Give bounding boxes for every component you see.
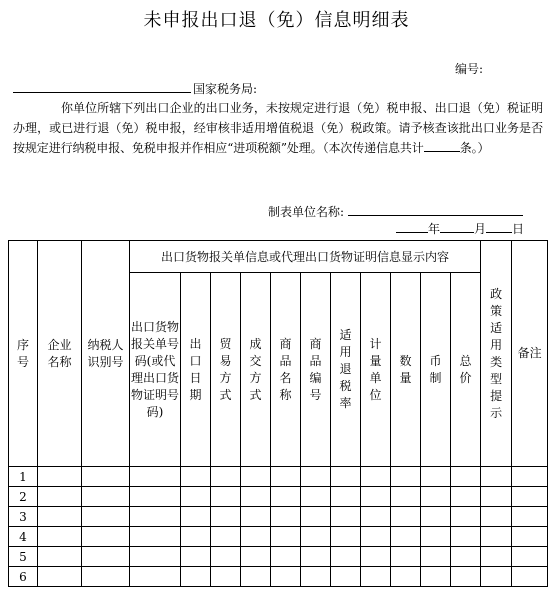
table-cell: [391, 527, 421, 547]
table-cell: [481, 487, 512, 507]
year-blank: [396, 221, 428, 233]
table-cell: [512, 547, 548, 567]
table-cell: [421, 487, 451, 507]
table-cell: [181, 487, 211, 507]
table-cell: [391, 567, 421, 587]
table-cell: [391, 547, 421, 567]
col-header-company: 企业名称: [38, 241, 82, 467]
table-cell: [130, 547, 181, 567]
table-cell: [451, 547, 481, 567]
table-cell: [481, 567, 512, 587]
count-blank: [424, 140, 460, 152]
table-cell: [361, 467, 391, 487]
table-row: [9, 567, 548, 587]
table-cell: [211, 527, 241, 547]
table-cell: [361, 487, 391, 507]
table-cell: [301, 527, 331, 547]
table-cell: [481, 507, 512, 527]
table-cell: [301, 487, 331, 507]
table-cell: [82, 567, 130, 587]
table-cell: [241, 547, 271, 567]
table-cell: [271, 507, 301, 527]
col-header-policy: 政策适用类型提示: [481, 241, 512, 467]
table-cell: [82, 467, 130, 487]
table-cell: [301, 547, 331, 567]
table-cell: [451, 567, 481, 587]
col-header-deal-mode: 成交方式: [241, 273, 271, 467]
table-cell: [181, 527, 211, 547]
table-cell: [82, 527, 130, 547]
table-cell: [481, 527, 512, 547]
col-header-unit: 计量单位: [361, 273, 391, 467]
col-header-seq: 序号: [9, 241, 38, 467]
row-number: 6: [9, 567, 38, 587]
table-cell: [271, 487, 301, 507]
table-cell: [82, 487, 130, 507]
table-cell: [181, 467, 211, 487]
table-cell: [211, 547, 241, 567]
table-cell: [241, 527, 271, 547]
day-blank: [486, 221, 512, 233]
table-cell: [130, 487, 181, 507]
table-cell: [391, 487, 421, 507]
table-cell: [451, 507, 481, 527]
table-cell: [391, 467, 421, 487]
col-header-trade-mode: 贸易方式: [211, 273, 241, 467]
table-cell: [421, 547, 451, 567]
col-header-declaration-no: 出口货物报关单号码(或代理出口货物证明号码): [130, 273, 181, 467]
table-cell: [451, 467, 481, 487]
table-cell: [512, 567, 548, 587]
table-cell: [130, 507, 181, 527]
table-cell: [38, 547, 82, 567]
table-cell: [361, 547, 391, 567]
table-cell: [82, 507, 130, 527]
col-header-quantity: 数量: [391, 273, 421, 467]
table-cell: [481, 467, 512, 487]
table-cell: [181, 547, 211, 567]
table-cell: [331, 507, 361, 527]
table-cell: [512, 527, 548, 547]
table-cell: [421, 507, 451, 527]
col-header-rebate-rate: 适用退税率: [331, 273, 361, 467]
col-header-export-date: 出口日期: [181, 273, 211, 467]
row-number: 1: [9, 467, 38, 487]
table-cell: [130, 567, 181, 587]
table-row: [9, 487, 548, 507]
table-cell: [451, 487, 481, 507]
table-cell: [481, 547, 512, 567]
table-cell: [331, 467, 361, 487]
table-cell: [82, 547, 130, 567]
table-cell: [301, 507, 331, 527]
addressee-blank: [13, 81, 191, 93]
table-cell: [361, 567, 391, 587]
table-cell: [361, 507, 391, 527]
table-cell: [211, 507, 241, 527]
day-label: 日: [512, 222, 525, 236]
table-cell: [211, 487, 241, 507]
col-header-remark: 备注: [512, 241, 548, 467]
table-row: [9, 507, 548, 527]
month-label: 月: [474, 222, 487, 236]
col-header-currency: 币制: [421, 273, 451, 467]
table-cell: [38, 487, 82, 507]
table-cell: [391, 507, 421, 527]
maker-line: [268, 203, 523, 220]
table-cell: [271, 547, 301, 567]
table-cell: [421, 567, 451, 587]
table-cell: [130, 467, 181, 487]
notice-tail-text: 条。）: [459, 141, 490, 155]
table-cell: [38, 467, 82, 487]
addressee-line: [13, 80, 257, 97]
table-cell: [271, 467, 301, 487]
page-title: 未申报出口退（免）信息明细表: [143, 10, 410, 31]
col-header-goods-name: 商品名称: [271, 273, 301, 467]
maker-label: 制表单位名称:: [268, 205, 345, 219]
table-cell: [512, 467, 548, 487]
table-cell: [301, 567, 331, 587]
table-cell: [421, 527, 451, 547]
table-cell: [271, 567, 301, 587]
table-cell: [512, 507, 548, 527]
table-cell: [331, 527, 361, 547]
row-number: 5: [9, 547, 38, 567]
table-cell: [451, 527, 481, 547]
detail-table: [8, 240, 548, 587]
col-header-taxid: 纳税人识别号: [82, 241, 130, 467]
group-header: 出口货物报关单信息或代理出口货物证明信息显示内容: [130, 241, 481, 273]
table-cell: [38, 507, 82, 527]
date-line: [396, 220, 524, 237]
table-cell: [301, 467, 331, 487]
maker-blank: [348, 204, 523, 216]
table-cell: [331, 567, 361, 587]
table-cell: [241, 507, 271, 527]
notice-main-text: 你单位所辖下列出口企业的出口业务，未按规定进行退（免）税申报、出口退（免）税证明办理，或已进行退（免）税申报，经审核非适用增值税退（免）税政策。请予核查该批出口业务是否按规定进行纳税申报、免税申报并作相应“进项税额”处理。（本次传递信息共计: [13, 101, 543, 155]
table-cell: [38, 567, 82, 587]
table-cell: [241, 467, 271, 487]
addressee-label: 国家税务局:: [193, 82, 258, 96]
row-number: 2: [9, 487, 38, 507]
notice-body: [13, 98, 543, 158]
document-number-label: 编号:: [455, 62, 484, 76]
table-cell: [421, 467, 451, 487]
year-label: 年: [428, 222, 441, 236]
row-number: 4: [9, 527, 38, 547]
table-cell: [211, 467, 241, 487]
table-cell: [241, 567, 271, 587]
table-cell: [38, 527, 82, 547]
month-blank: [440, 221, 474, 233]
table-cell: [130, 527, 181, 547]
col-header-goods-code: 商品编号: [301, 273, 331, 467]
table-cell: [181, 507, 211, 527]
table-cell: [512, 487, 548, 507]
table-cell: [331, 487, 361, 507]
table-cell: [241, 487, 271, 507]
table-cell: [211, 567, 241, 587]
table-row: [9, 527, 548, 547]
col-header-total: 总价: [451, 273, 481, 467]
table-cell: [331, 547, 361, 567]
table-cell: [271, 527, 301, 547]
table-cell: [361, 527, 391, 547]
table-cell: [181, 567, 211, 587]
table-row: [9, 467, 548, 487]
table-row: [9, 547, 548, 567]
row-number: 3: [9, 507, 38, 527]
